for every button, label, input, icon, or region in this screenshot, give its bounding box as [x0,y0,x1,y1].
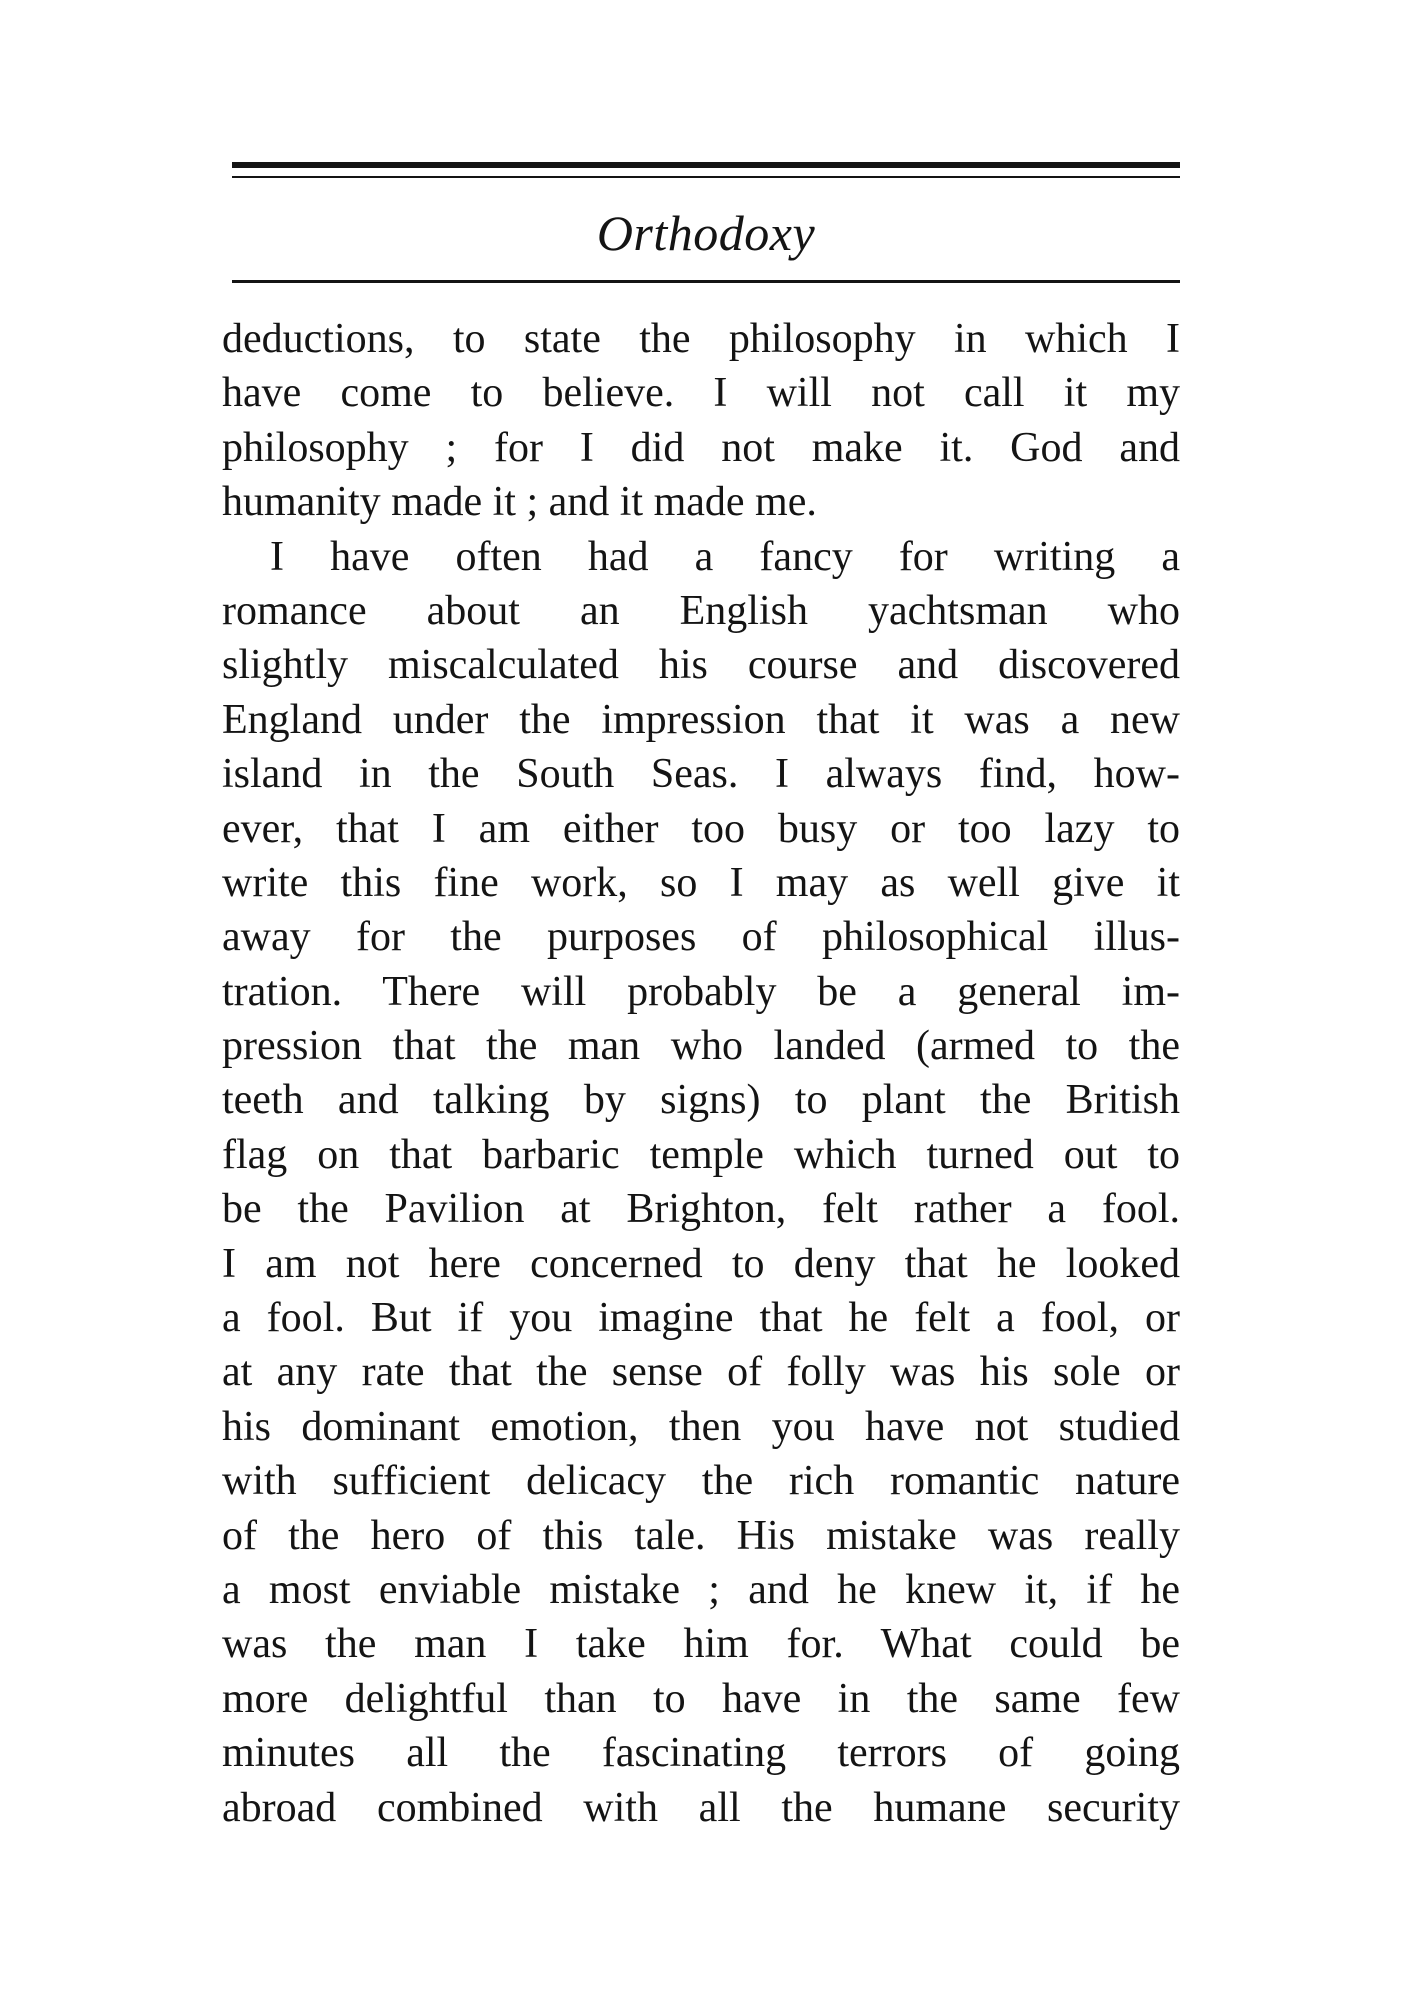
text-line: abroad combined with all the humane security [222,1784,1180,1831]
text-line: a most enviable mistake ; and he knew it, if he [222,1566,1180,1613]
text-line: away for the purposes of philosophical illus- [222,914,1180,961]
text-line: at any rate that the sense of folly was his sole or [222,1349,1180,1396]
text-line: teeth and talking by signs) to plant the British [222,1077,1180,1124]
text-line: minutes all the fascinating terrors of going [222,1730,1180,1777]
text-line: a fool. But if you imagine that he felt a fool, or [222,1295,1180,1342]
text-line: be the Pavilion at Brighton, felt rather a fool. [222,1186,1180,1233]
text-line: flag on that barbaric temple which turned out to [222,1131,1180,1178]
text-line: pression that the man who landed (armed to the [222,1023,1180,1070]
text-line: his dominant emotion, then you have not studied [222,1403,1180,1450]
text-line: philosophy ; for I did not make it. God and [222,424,1180,471]
text-line: of the hero of this tale. His mistake was really [222,1512,1180,1559]
text-line: I have often had a fancy for writing a [270,533,1180,580]
text-line: have come to believe. I will not call it my [222,370,1180,417]
body-text [222,312,1180,1835]
header-rule-thick [232,162,1180,168]
text-line: tration. There will probably be a general im- [222,968,1180,1015]
text-line: slightly miscalculated his course and discovered [222,642,1180,689]
running-title: Orthodoxy [596,205,816,261]
text-line: island in the South Seas. I always find, how- [222,751,1180,798]
text-line: humanity made it ; and it made me. [222,479,817,526]
text-line: ever, that I am either too busy or too lazy to [222,805,1180,852]
text-line: romance about an English yachtsman who [222,587,1180,634]
text-line: with sufficient delicacy the rich romantic nature [222,1458,1180,1505]
text-line: more delightful than to have in the same few [222,1675,1180,1722]
text-line: write this fine work, so I may as well give it [222,859,1180,906]
text-line: deductions, to state the philosophy in which I [222,316,1180,362]
header-rule-thin [232,176,1180,178]
text-line: England under the impression that it was a new [222,696,1180,743]
text-line: I am not here concerned to deny that he looked [222,1240,1180,1287]
header-rule-bottom [232,280,1180,283]
text-line: was the man I take him for. What could be [222,1621,1180,1668]
